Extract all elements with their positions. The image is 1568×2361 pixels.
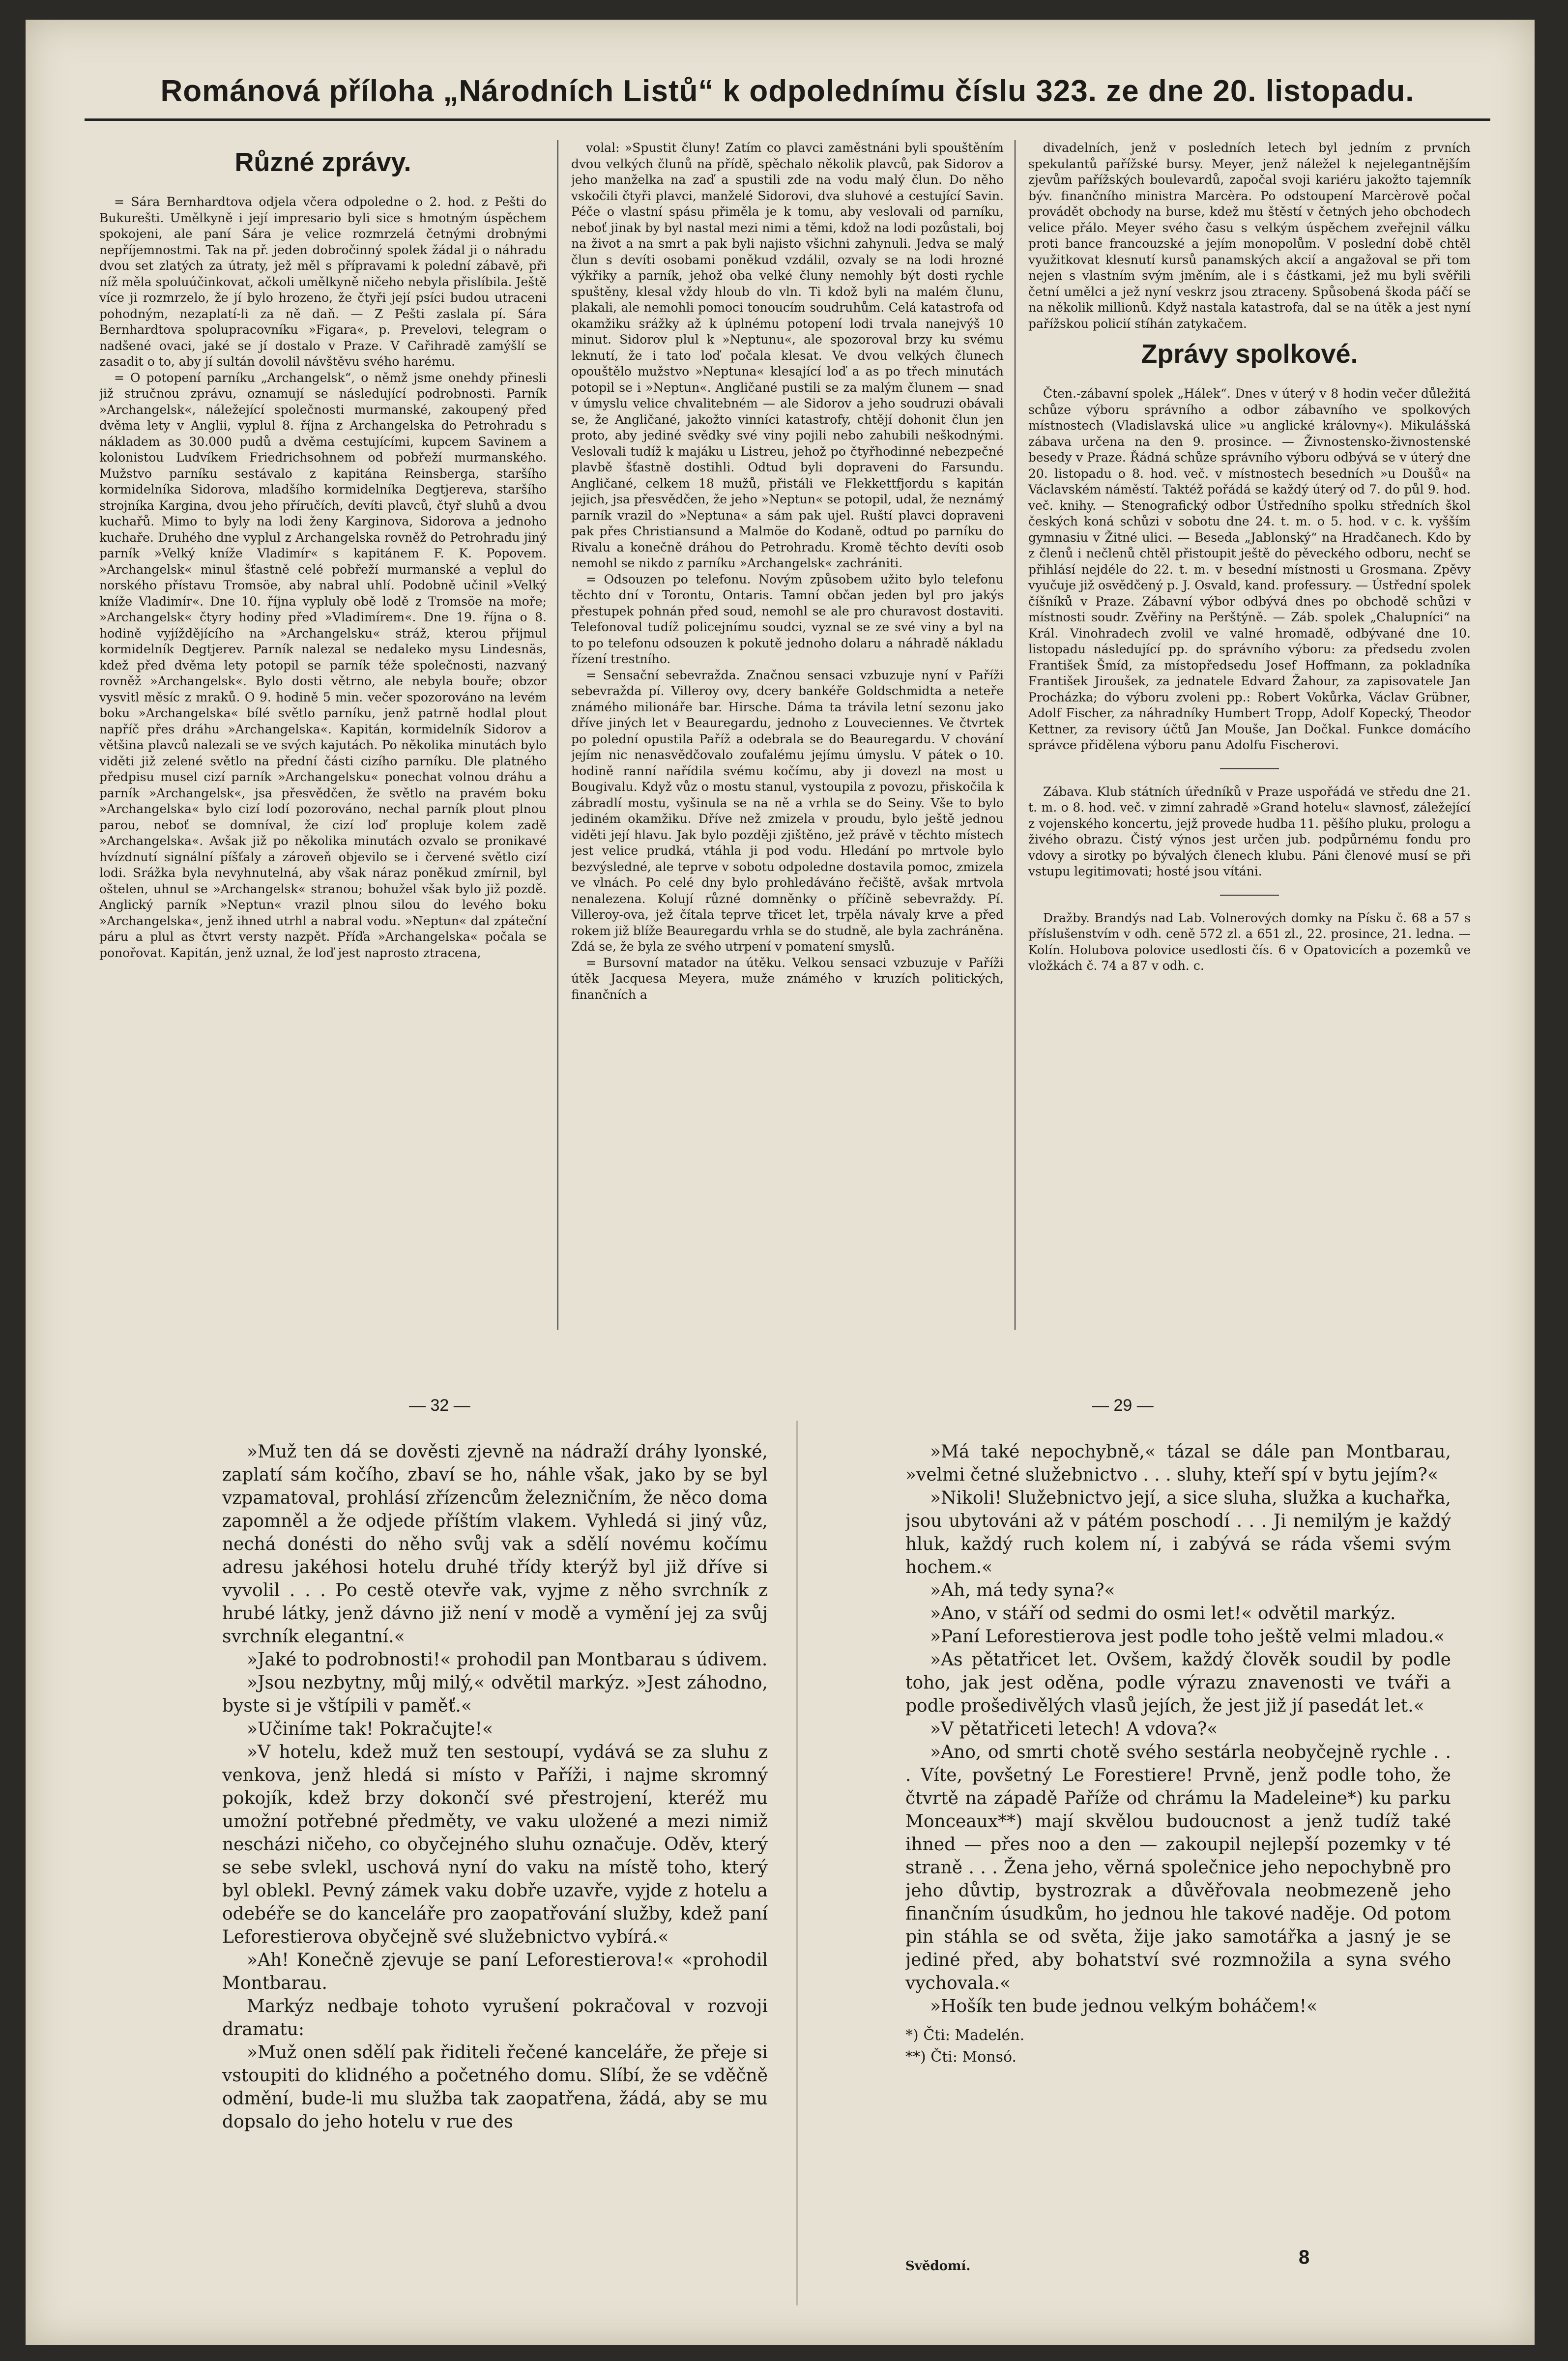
novel-page-right xyxy=(905,1440,1451,2251)
column-3 xyxy=(1028,140,1471,1330)
column-1 xyxy=(99,140,547,1330)
novel-page-left xyxy=(222,1440,768,2251)
page-header: Románová příloha „Národních Listů“ k odpolednímu číslu 323. ze dne 20. listopadu. xyxy=(85,74,1490,121)
sheet-number: 8 xyxy=(1299,2246,1310,2268)
column-divider xyxy=(1015,140,1016,1330)
column-2 xyxy=(571,140,1004,1330)
novel-paragraph: »Ah! Konečně zjevuje se paní Leforestierova!« «prohodil Montbarau. xyxy=(222,1950,768,1993)
novel-paragraph: »Hošík ten bude jednou velkým boháčem!« xyxy=(930,1996,1318,2016)
article-zabava: Zábava. Klub státních úředníků v Praze uspořádá ve středu dne 21. t. m. o 8. hod. več. v zimní zahradě »Grand hotelu« slavnosť, záležející z vojenského koncertu, jejž provede hudba 11. pěšího pluku, prologu a živého obrazu. Čistý výnos jest určen jub. podpůrnému fondu pro vdovy a sirotky po bývalých členech klubu. Páni členové musí se při vstupu legitimovati; hosté jsou vítáni. xyxy=(1028,784,1471,878)
novel-paragraph: »V hotelu, kdež muž ten sestoupí, vydává se za sluhu z venkova, jenž hledá si místo v Paříži, i najme skromný pokojík, kdež brzy dokončí své přestrojení, kteréž mu umožní potřebné předměty, ve vaku uložené a mezi nimiž nescházi ničeho, co obyčejného sluhu označuje. Oděv, který se sebe svlekl, uschová nyní do vaku na místě toho, který byl oblekl. Pevný zámek vaku dobře uzavře, vyjde z hotelu a odebéře se do kanceláře pro zaopatřování služby, kdež paní Leforestierova obyčejně své služebnictvo vybírá.« xyxy=(222,1742,768,1947)
section-title-zpravy-spolkove: Zprávy spolkové. xyxy=(1141,339,1358,369)
article-spolky: Čten.-zábavní spolek „Hálek“. Dnes v úterý v 8 hodin večer důležitá schůze výboru správního a odbor zábavního ve spolkových místnostech (Vladislavská ulice »u anglické královny«). Mikulášská zábava určena na den 9. prosince. — Živnostensko-živnostenské besedy v Praze. Řádná schůze správního výboru odbývá se v úterý dne 20. listopadu o 8. hod. več. v místnostech besedních »u Doušů« na Václavském náměstí. Taktéž pořádá se každý úterý od 7. do půl 9. hod. več. knihy. — Stenografický odbor Ústředního spolku středních škol českých koná schůzi v sobotu dne 24. t. m. o 5. hod. v c. k. vyšším gymnasiu v Žitné ulici. — Beseda „Jablonský“ na Hradčanech. Kdo by z členů i nečlenů chtěl přistoupit ještě do pěveckého odboru, nechť se přihlásí nejdéle do 22. t. m. v besední místnosti u Grosmana. Zpěvy vyučuje již osvědčený p. J. Osvald, kand. professury. — Ústřední spolek číšníků v Praze. Zábavní výbor odbývá dnes po obchodě schůzi v místnosti soudr. Zvěřiny na Perštýně. — Záb. spolek „Chalupníci“ na Král. Vinohradech zvolil ve valné hromadě, odbývané dne 10. listopadu následující pp. do správního výboru: za předsedu zvolen František Šmíd, za místopředsedu Josef Hoffmann, za pokladníka František Jiroušek, za jednatele Edvard Žahour, za zapisovatele Jan Procházka; do výboru zvoleni pp.: Robert Vokůrka, Václav Grübner, Adolf Fischer, za náhradníky Humbert Tropp, Adolf Kopecký, Theodor Kettner, za revisory účtů Jan Mouše, Jan Dočkal. Funkce domácího správce přidělena výboru panu Adolfu Fischerovi. xyxy=(1028,386,1471,752)
novel-paragraph: »Muž ten dá se dověsti zjevně na nádraží dráhy lyonské, zaplatí sám kočího, zbaví se ho, náhle však, jako by se byl vzpamatoval, prohlásí zřízencům železničním, že něco doma zapomněl a že odjede příštím vlakem. Vyhledá si jiný vůz, nechá donésti do něho svůj vak a sdělí novému kočímu adresu jakéhosi hotelu druhé třídy kterýž byl již dříve si vyvolil . . . Po cestě otevře vak, vyjme z něho svrchník z hrubé látky, jenž dávno již není v modě a vymění jej za svůj svrchník elegantní.« xyxy=(222,1442,768,1647)
novel-paragraph: »Ano, v stáří od sedmi do osmi let!« odvětil markýz. xyxy=(930,1603,1396,1624)
footnote-1: *) Čti: Madelén. xyxy=(905,2027,1025,2044)
printer-mark: Svědomí. xyxy=(905,2259,971,2274)
article-drazby: Dražby. Brandýs nad Lab. Volnerových domky na Písku č. 68 a 57 s příslušenstvím v odh. ceně 572 zl. a 651 zl., 22. prosince, 21. ledna. — Kolín. Holubova polovice usedlosti čís. 6 v Opatovicích a pozemků ve vložkách č. 74 a 87 v odh. c. xyxy=(1028,910,1471,973)
page-number-right: — 29 — xyxy=(1092,1396,1154,1415)
novel-paragraph: »Jsou nezbytny, můj milý,« odvětil markýz. »Jest záhodno, byste si je vštípili v paměť.« xyxy=(222,1673,768,1716)
article-archangelsk: = O potopení parníku „Archangelsk“, o němž jsme onehdy přinesli již stručnou zprávu, oznamují se následující podrobnosti. Parník »Archangelsk«, náležející společnosti murmanské, zakoupený před dvěma lety v Anglii, vyplul 8. října z Archangelska do Petrohradu s nákladem as 30.000 pudů a dvěma cestujícími, kupcem Savinem a kolonistou Ludvíkem Friedrichsohnem od pobřeží murmanského. Mužstvo parníku sestávalo z kapitána Reinsberga, staršího kormidelníka Sidorova, mladšího kormidelníka Degtjereva, staršího strojníka Kargina, dvou jeho příručích, devíti plavců, čtyř sluhů a dvou kuchařů. Mimo to byly na lodi ženy Karginova, Sidorova a jednoho kuchaře. Druhého dne vyplul z Archangelska rovněž do Petrohradu jiný parník »Velký kníže Vladimír« s kapitánem F. K. Popovem. »Archangelsk« minul šťastně celé pobřeží murmanské a veplul do norského přístavu Tromsöe, aby nabral uhlí. Podobně učinil »Velký kníže Vladimír«. Dne 10. října vypluly obě lodě z Tromsöe na moře; »Archangelsk« čtyry hodiny před »Vladimírem«. Dne 19. října o 8. hodině vyjíždějícího na »Archangelsku« stráž, kterou přijmul kormidelník Degtjerev. Parník nalezal se nedaleko mysu Lindesnäs, kdež před dvěma lety potopil se parník téže společnosti, nazvaný rovněž »Archangelsk«. Bylo dosti větrno, ale nebyla bouře; obzor vysvitl měsíc z mraků. O 9. hodině 5 min. večer spozorováno na levém boku »Archangelska« bílé světlo parníku, jenž patrně hodlal plout napříč přes dráhu »Archangelska«. Kapitán, kormidelník Sidorov a většina plavců nalezali se ve svých kajutách. Po několika minutách bylo viděti již zelené světlo na přední části cizího parníku. Dle platného předpisu musel cizí parník »Archangelsku« ponechat volnou dráhu a parník »Archangelsk«, jsa přesvědčen, že světlo na pravém boku »Archangelska« bylo cizí lodí pozorováno, nechal parník plout plnou parou, neboť se domníval, že cizí loď propluje kolem zadě »Archangelska«. Avšak již po několika minutách ozvalo se pronikavé hvízdnutí signální píšťaly a zároveň objevilo se i červené světlo cizí lodi. Srážka byla nevyhnutelná, aby však náraz poněkud zmírnil, byl oštelen, uhnul se »Archangelsk« stranou; bohužel však bylo již pozdě. Anglický parník »Neptun« vrazil plnou silou do levého boku »Archangelska«, jenž ihned utrhl a nabral vodu. »Neptun« dal zpáteční páru a plul as čtvrt versty nazpět. Příďa »Archangelska« počala se ponořovat. Kapitán, jenž uznal, že loď jest naprosto ztracena, xyxy=(99,370,547,960)
novel-paragraph: »Ano, od smrti chotě svého sestárla neobyčejně rychle . . . Víte, povšetný Le Forestiere! Prvně, jenž podle toho, že čtvrtě na západě Paříže od chrámu la Madeleine*) ku parku Monceaux**) mají skvělou budoucnost a jenž tudíž také ihned — přes noo a den — zakoupil nejlepší pozemky v té straně . . . Žena jeho, věrná společnice jeho nepochybně pro jeho důvtip, bystrozrak a důvěřovala neobmezeně jeho finančním úsudkům, ho jednou hle takové naděje. Od potom pin stáhla se od světa, žije jako samotářka a jasný je se jediné před, aby bohatství své rozmnožila a syna svého vychovala.« xyxy=(905,1742,1451,1993)
novel-paragraph: »Ah, má tedy syna?« xyxy=(930,1580,1115,1601)
novel-paragraph: »Muž onen sdělí pak řiditeli řečené kanceláře, že přeje si vstoupiti do klidného a početného domu. Slíbí, že se vděčně odmění, bude-li mu služba tak zaopatřena, žádá, aby se mu dopsalo do jeho hotelu v rue des xyxy=(222,2042,768,2132)
novel-paragraph: »Nikoli! Služebnictvo její, a sice sluha, služka a kuchařka, jsou ubytováni až v pátém poschodí . . . Ji nemilým je každý hluk, každý ruch kolem ní, i zabývá se ráda všemi svým hochem.« xyxy=(905,1488,1451,1577)
section-title-ruzne-zpravy: Různé zprávy. xyxy=(234,147,411,177)
column-divider xyxy=(557,140,558,1330)
footnote-2: **) Čti: Monsó. xyxy=(905,2048,1017,2066)
novel-paragraph: »Jaké to podrobnosti!« prohodil pan Montbarau s údivem. xyxy=(247,1650,768,1670)
divider xyxy=(1220,895,1279,896)
novel-paragraph: »V pětatřiceti letech! A vdova?« xyxy=(930,1719,1218,1739)
novel-paragraph: »As pětatřicet let. Ovšem, každý člověk soudil by podle toho, jak jest oděna, podle výrazu znavenosti ve tváři a podle prošedivělých vlasů jejích, že jest již jí pasedát let.« xyxy=(905,1650,1451,1716)
novel-paragraph: »Má také nepochybně,« tázal se dále pan Montbarau, »velmi četné služebnictvo . . . sluhy, kteří spí v bytu jejím?« xyxy=(905,1442,1451,1485)
novel-paragraph: Markýz nedbaje tohoto vyrušení pokračoval v rozvoji dramatu: xyxy=(222,1996,768,2040)
article-bursovni-matador-cont: divadelních, jenž v posledních letech byl jedním z prvních spekulantů pařížské bursy. Meyer, jenž náležel k nejelegantnějším zjevům pařížských boulevardů, započal svoji kariéru jakožto tajemník býv. finančního ministra Marcèra. Po odstoupení Marcèrově počal provádět obchody na burse, kdež mu štěstí v četných jeho obchodech velice přálo. Meyer svého času s velkým úspěchem zveřejnil válku proti bance francouzské a jejím monopolům. V poslední době chtěl využitkovat klesnutí kursů panamských akcií a angažoval se při tom nejen s vlastním svým jměním, ale i s částkami, jež mu byli svěřili četní umělci a jež nyní veskrz jsou ztraceny. Spůsobená škoda páčí se na několik millionů. Když nastala katastrofa, dal se na útěk a jest nyní pařížskou policií stíhán zatykačem. xyxy=(1028,141,1471,331)
article-sara-bernhardt: = Sára Bernhardtova odjela včera odpoledne o 2. hod. z Pešti do Bukurešti. Umělkyně i její impresario byli sice s hmotným úspěchem spokojeni, ale paní Sára je velice rozmrzelá četnými drobnými nepříjemnostmi. Tak na př. jeden dobročinný spolek žádal ji o náhradu dvou set zlatých za útraty, jež měl s přípravami k polední zábavě, při níž měla spoluúčinkovat, ačkoli umělkyně ničeho nebyla přislíbila. Ještě více ji rozmrzelo, že jí bylo hrozeno, že čtyři její psíci budou utraceni pohodným, nezaplatí-li za ně daň. — Z Pešti zaslala pí. Sára Bernhardtova spolupracovníku »Figara«, p. Prevelovi, telegram o nadšené ovaci, jaké se jí dostalo v Praze. V Cařihradě zamýšlí se zasadit o to, aby jí sultán dovolil návštěvu svého harému. xyxy=(99,195,547,369)
novel-paragraph: »Učiníme tak! Pokračujte!« xyxy=(247,1719,493,1739)
article-sensacni-sebevrazda: = Sensační sebevražda. Značnou sensaci vzbuzuje nyní v Paříži sebevražda pí. Villeroy ovy, dcery bankéře Goldschmidta a neteře známého milionáře bar. Hirsche. Dáma ta trávila letní sezonu jako dříve jiných let v Beauregardu, jednoho z Louveciennes. Ve čtvrtek po polední opustila Paříž a odebrala se do Beauregardu. V chování jejím nic nenasvědčovalo zoufalému jejímu úmyslu. V pátek o 10. hodině ranní nařídila svému kočímu, aby ji dovezl na most u Bougivalu. Když vůz o mostu stanul, vystoupila z povozu, přiskočila k zábradlí mostu, vyšinula se na ně a vrhla se do Seiny. Vše to bylo jediném okamžiku. Dříve než zmizela v proudu, bylo ještě jednou viděti její hlavu. Jak bylo později zjištěno, jež právě v těchto místech jest velice prudká, vtáhla ji pod vodu. Hledání po mrtvole bylo bezvýsledné, ale teprve v sobotu odpoledne dostavila pomoc, zmizela ve vlnách. Po celé dny bylo prohledáváno řečiště, avšak mrtvola nenalezena. Kolují různé domněnky o příčině sebevraždy. Pí. Villeroy-ova, jež čítala teprve třicet let, trpěla návaly krve a před rokem již blíže Beauregardu vrhla se do studně, ale byla zachráněna. Zdá se, že byla ze svého utrpení v pomatení smyslů. xyxy=(571,668,1004,954)
article-archangelsk-cont: volal: »Spustit čluny! Zatím co plavci zaměstnáni byli spouštěním dvou velkých člunů na přídě, spěchalo několik plavců, pak Sidorov a jeho manželka na zaď a spustili zde na vodu malý člun. Do něho vskočili čtyři plavci, manželé Sidorovi, dva sluhové a cestující Savin. Péče o vlastní spásu přiměla je k tomu, aby veslovali od parníku, neboť jinak by byl nastal mezi nimi a těmi, kdož na lodi pozůstali, boj na život a na smrt a pak byli najisto všichni zahynuli. Jedva se malý člun s devíti osobami poněkud vzdálil, ozvaly se na lodi hrozné výkřiky a parník, jehož oba velké čluny nemohly být dosti rychle spuštěny, klesal vždy hloub do vln. Ti kdož byli na malém člunu, plakali, ale nemohli pomoci tonoucím soudruhům. Celá katastrofa od okamžiku srážky až k úplnému potopení lodi trvala nanejvýš 10 minut. Sidorov plul k »Neptunu«, ale spozoroval brzy ku svému leknutí, že i tato loď počala klesat. Ve dvou velkých člunech opouštělo mužstvo »Neptuna« klesající loď a as po třech minutách potopil se i »Neptun«. Angličané pustili se za malým člunem — snad v úmyslu velice chvalitebném — ale Sidorov a jeho soudruzi obávali se, že Angličané, jakožto vinníci katastrofy, chtějí dohonit člun jen proto, aby jediné svědky své viny pojili nebo zahubili neškodnými. Veslovali tudíž k majáku u Listreu, jehož po čtyřhodinné nebezpečné plavbě šťastně dostihli. Odtud byli dopraveni do Farsundu. Angličané, celkem 18 mužů, přistáli ve Flekkettfjordu s kapitán jejich, jsa přesvědčen, že jeho »Neptun« se potopil, udal, že neznámý parník vrazil do »Neptuna« a sám pak ujel. Ruští plavci dopraveni pak přes Christiansund a Malmöe do Kodaně, odtud po parníku do Rivalu a konečně dráhou do Petrohradu. Kromě těchto devíti osob nemohl se nikdo z parníku »Archangelsk« zachrániti. xyxy=(571,141,1004,570)
novel-paragraph: »Paní Leforestierova jest podle toho ještě velmi mladou.« xyxy=(930,1627,1445,1647)
page-number-left: — 32 — xyxy=(409,1396,470,1415)
divider xyxy=(1220,768,1279,769)
newspaper-page xyxy=(26,20,1535,2345)
fold-line xyxy=(796,1421,798,2305)
article-bursovni-matador: = Bursovní matador na útěku. Velkou sensaci vzbuzuje v Paříži útěk Jacquesa Meyera, muže známého v kruzích politických, finančních a xyxy=(571,955,1004,1002)
article-odsouzen-po-telefonu: = Odsouzen po telefonu. Novým způsobem užito bylo telefonu těchto dní v Torontu, Ontaris. Tamní občan jeden byl pro jakýs přestupek pohnán před soud, nemohl se ale pro churavost dostaviti. Telefonoval tudíž policejnímu soudci, vyznal se ze své viny a byl na to po telefonu odsouzen k pokutě jednoho dolaru a náhradě nákladu řízení trestního. xyxy=(571,572,1004,666)
